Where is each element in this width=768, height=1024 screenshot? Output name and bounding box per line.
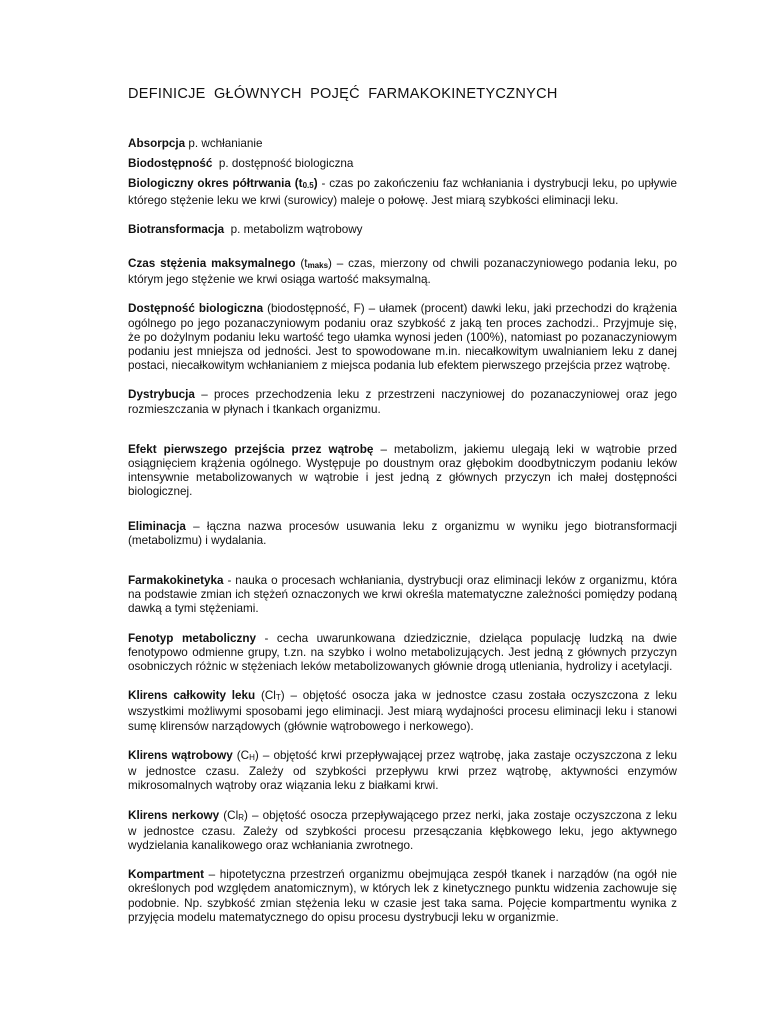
term-okres-poltrwania: Biologiczny okres półtrwania (t [128,177,303,191]
entry-klirens-nerkowy [128,809,677,854]
entry-absorpcja [128,137,677,151]
term-klirens-calkowity: Klirens całkowity leku [128,689,256,703]
term-eliminacja: Eliminacja [128,519,186,533]
entry-farmakokinetyka [128,574,677,617]
symbol-klirens-watrobowy-end: ) [254,748,259,762]
symbol-klirens-nerkowy-end: ) [243,808,248,822]
subscript-okres-poltrwania: 0.5 [302,181,314,191]
definition-biotransformacja: p. metabolizm wątrobowy [224,222,363,236]
entry-czas-stezenia [128,257,677,287]
symbol-czas-stezenia-end: ) [328,257,332,271]
definition-absorpcja: p. wchłanianie [185,137,263,150]
symbol-czas-stezenia: (t [295,257,308,271]
definition-biodostepnosc: p. dostępność biologiczna [212,157,354,171]
symbol-klirens-calkowity-end: ) [280,689,285,703]
symbol-klirens-calkowity: (Cl [255,689,276,703]
definition-efekt-pierwszego-przejscia: – metabolizm, jakiemu ulegają leki w wątrobie przed osiągnięciem krążenia ogólnego. Występuje po doustnym oraz głębokim doodbytniczym podaniu leków intensywnie metabolizowanych w wątrobie i jest jedną z głównych przyczyn ich małej dostępności biologicznej. [128,442,677,499]
definition-kompartment: – hipotetyczna przestrzeń organizmu obejmująca zespół tkanek i narządów (na ogół nie określonych pod względem anatomicznym), w których lek z kinetycznego punktu widzenia zachowuje się podobnie. Np. szybkość zmian stężenia leku w czasie jest taka sama. Pojęcie kompartmentu wynika z przyjęcia modelu matematycznego do opisu procesu dystrybucji leku w organizmie. [128,868,677,924]
definition-eliminacja: – łączna nazwa procesów usuwania leku z organizmu w wyniku jego biotransformacji (metabolizmu) i wydalania. [128,519,677,547]
term-dystrybucja: Dystrybucja [128,388,195,402]
entry-biodostepnosc [128,157,677,171]
term-klirens-nerkowy: Klirens nerkowy [128,808,220,822]
entry-efekt-pierwszego-przejscia [128,443,677,500]
term-biotransformacja: Biotransformacja [128,222,225,236]
definition-dystrybucja: – proces przechodzenia leku z przestrzeni naczyniowej do pozanaczyniowej oraz jego rozmieszczania w płynach i tkankach organizmu. [128,388,677,416]
definition-klirens-watrobowy: – objętość krwi przepływającej przez wątrobę, jaka zastaje oczyszczona z leku w jednostce czasu. Zależy od szybkości przepływu krwi przez wątrobę, aktywności enzymów mikrosomalnych wątroby oraz wiązania leku z białkami krwi. [128,748,677,793]
term-farmakokinetyka: Farmakokinetyka [128,574,224,588]
entry-klirens-watrobowy [128,749,677,794]
entry-dostepnosc [128,302,677,373]
subscript-klirens-nerkowy: R [238,812,244,822]
definition-klirens-nerkowy: – objętość osocza przepływającego przez nerki, jaka zostaje oczyszczona z leku w jednostce czasu. Zależy od szybkości procesu przesączania kłębkowego leku, jego aktywnego wydzielania kanalikowego oraz wchłaniania zwrotnego. [128,808,677,852]
term-efekt-pierwszego-przejscia: Efekt pierwszego przejścia przez wątrobę [128,442,374,456]
definition-fenotyp-metaboliczny: - cecha uwarunkowana dziedzicznie, dzieląca populację ludzką na dwie fenotypowo odmienne grupy, t.zn. na szybko i wolno metabolizujących. Jest jedną z głównych przyczyn osobniczych różnic w stężeniach leków metabolizowanych głównie drogą utleniania, hydrolizy i acetylacji. [128,631,677,674]
term-biodostepnosc: Biodostępność [128,157,213,171]
definition-klirens-calkowity: – objętość osocza jaka w jednostce czasu została oczyszczona z leku wszystkimi możliwymi sposobami jego eliminacji. Jest miarą wydajności procesu eliminacji leku i stanowi sumę klirensów narządowych (głównie wątrobowego i nerkowego). [128,689,677,733]
term-czas-stezenia: Czas stężenia maksymalnego [128,257,296,271]
term-klirens-watrobowy: Klirens wątrobowy [128,748,233,762]
entry-kompartment [128,868,677,925]
term-dostepnosc: Dostępność biologiczna [128,302,264,316]
entry-okres-poltrwania [128,177,677,207]
term-okres-poltrwania-end: ) [313,177,318,191]
term-kompartment: Kompartment [128,868,204,882]
entry-fenotyp-metaboliczny [128,632,677,675]
term-absorpcja: Absorpcja [128,137,186,150]
subscript-klirens-calkowity: T [275,693,281,703]
symbol-klirens-watrobowy: (C [232,748,250,762]
subscript-czas-stezenia: maks [307,261,329,271]
definition-dostepnosc: (biodostępność, F) – ułamek (procent) dawki leku, jaki przechodzi do krążenia ogólnego po jego pozanaczyniowym podaniu oraz szybkość z jaką ten proces zachodzi.. Przyjmuje się, że po dożylnym podaniu leku wartość tego ułamka wynosi jeden (100%), natomiast po pozanaczyniowym podaniu jest mniejsza od jedności. Jest to spowodowane m.in. niecałkowitym uwalnianiem leku z danej postaci, niecałkowitym wchłanianiem z miejsca podania lub efektem pierwszego przejścia przez wątrobę. [128,302,677,373]
term-fenotyp-metaboliczny: Fenotyp metaboliczny [128,631,257,645]
definition-okres-poltrwania: - czas po zakończeniu faz wchłaniania i dystrybucji leku, po upływie którego stężenie leku we krwi (surowicy) maleje o połowę. Jest miarą szybkości eliminacji leku. [128,177,677,207]
definition-farmakokinetyka: - nauka o procesach wchłaniania, dystrybucji oraz eliminacji leków z organizmu, która na podstawie zmian ich stężeń oznaczonych we krwi określa matematyczne zależności pomiędzy podaną dawką a tymi stężeniami. [128,574,677,616]
document-title: DEFINICJE GŁÓWNYCH POJĘĆ FARMAKOKINETYCZNYCH [128,86,558,102]
entry-biotransformacja [128,223,677,237]
entry-dystrybucja [128,388,677,416]
subscript-klirens-watrobowy: H [249,752,255,762]
document-body [128,86,677,925]
entry-eliminacja [128,520,677,548]
symbol-klirens-nerkowy: (Cl [219,808,239,822]
definition-czas-stezenia: – czas, mierzony od chwili pozanaczyniowego podania leku, po którym jego stężenie we krwi osiąga wartość maksymalną. [128,257,678,287]
entry-klirens-calkowity [128,689,677,734]
